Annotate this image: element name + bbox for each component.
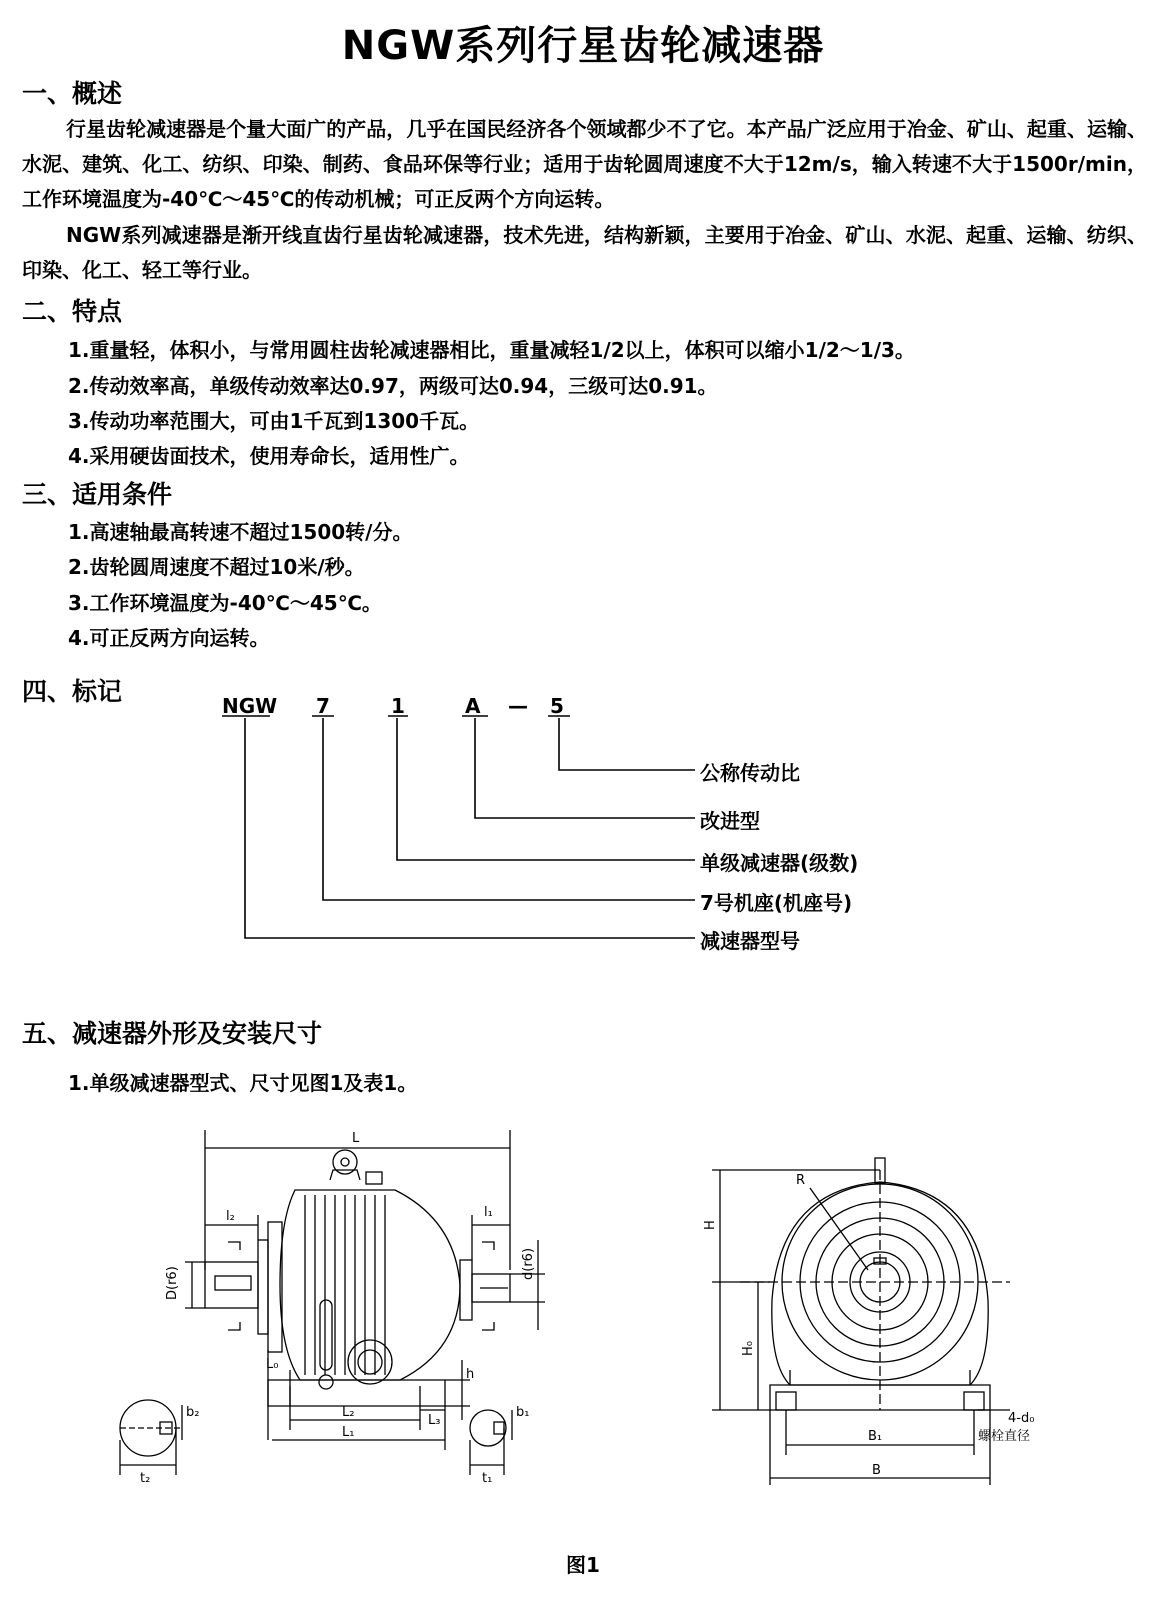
dim-R: R [796,1173,806,1188]
dim-H: H [703,1220,718,1230]
section-3-heading: 三、适用条件 [22,480,173,509]
dim-b1: b₁ [516,1405,530,1420]
label-nominal-ratio: 公称传动比 [700,761,800,785]
code-revision: A [465,694,481,718]
section-3-item-2: 2.齿轮圆周速度不超过10米/秒。 [68,555,365,579]
dim-d: d(r6) [521,1247,536,1280]
dim-D: D(r6) [165,1266,180,1300]
section-1-paragraph-1: 行星齿轮减速器是个量大面广的产品，几乎在国民经济各个领域都少不了它。本产品广泛应用于冶金、矿山、起重、运输、水泥、建筑、化工、纺织、印染、制药、食品环保等行业；适用于齿轮圆周速度不大于12m/s，输入转速不大于1500r/min，工作环境温度为-40℃～45℃的传动机械；可正反两个方向运转。 [22,117,1147,211]
section-2-item-4: 4.采用硬齿面技术，使用寿命长，适用性广。 [68,444,470,468]
section-2-heading: 二、特点 [22,297,123,326]
section-2-item-3: 3.传动功率范围大，可由1千瓦到1300千瓦。 [68,409,480,433]
dim-L0: L₀ [266,1357,279,1372]
dim-bolt-diameter: 螺栓直径 [978,1429,1031,1444]
section-3-item-4: 4.可正反两方向运转。 [68,626,270,650]
dim-4-d0: 4-d₀ [1008,1411,1035,1426]
dim-h: h [466,1367,475,1382]
section-1-heading: 一、概述 [22,79,123,108]
label-frame-no: 7号机座(机座号) [700,891,853,915]
section-2-item-1: 1.重量轻，体积小，与常用圆柱齿轮减速器相比，重量减轻1/2以上，体积可以缩小1/2～1/3。 [68,338,915,362]
section-3-item-3: 3.工作环境温度为-40℃～45℃。 [68,591,382,615]
dim-l1: l₁ [484,1205,493,1220]
dim-L1: L₁ [342,1425,355,1440]
dim-t1: t₁ [482,1471,493,1486]
label-improved-type: 改进型 [700,809,760,833]
code-ratio: 5 [550,694,564,718]
section-5-heading: 五、减速器外形及安装尺寸 [22,1019,323,1048]
dim-H0: H₀ [741,1341,756,1356]
code-dash: — [508,694,528,718]
dim-B1: B₁ [868,1429,883,1444]
dim-B: B [872,1463,881,1478]
label-single-stage: 单级减速器(级数) [700,851,859,875]
page-title: NGW系列行星齿轮减速器 [341,23,825,69]
section-5-item-1: 1.单级减速器型式、尺寸见图1及表1。 [68,1071,418,1095]
dim-l2: l₂ [226,1209,235,1224]
section-3-item-1: 1.高速轴最高转速不超过1500转/分。 [68,520,413,544]
code-frame: 7 [316,694,330,718]
dim-L: L [352,1131,360,1146]
dim-L2: L₂ [342,1405,355,1420]
reducer-drawing [0,1110,1166,1540]
section-2-item-2: 2.传动效率高，单级传动效率达0.97，两级可达0.94，三级可达0.91。 [68,374,718,398]
figure-caption: 图1 [566,1553,600,1577]
dim-L3: L₃ [428,1413,441,1428]
dim-t2: t₂ [140,1471,151,1486]
section-1-paragraph-2: NGW系列减速器是渐开线直齿行星齿轮减速器，技术先进，结构新颖，主要用于冶金、矿山、水泥、起重、运输、纺织、印染、化工、轻工等行业。 [22,223,1147,282]
section-4-heading: 四、标记 [22,677,123,706]
label-model: 减速器型号 [700,929,800,953]
code-stages: 1 [391,694,405,718]
dim-b2: b₂ [186,1405,200,1420]
code-ngw: NGW [222,694,278,718]
